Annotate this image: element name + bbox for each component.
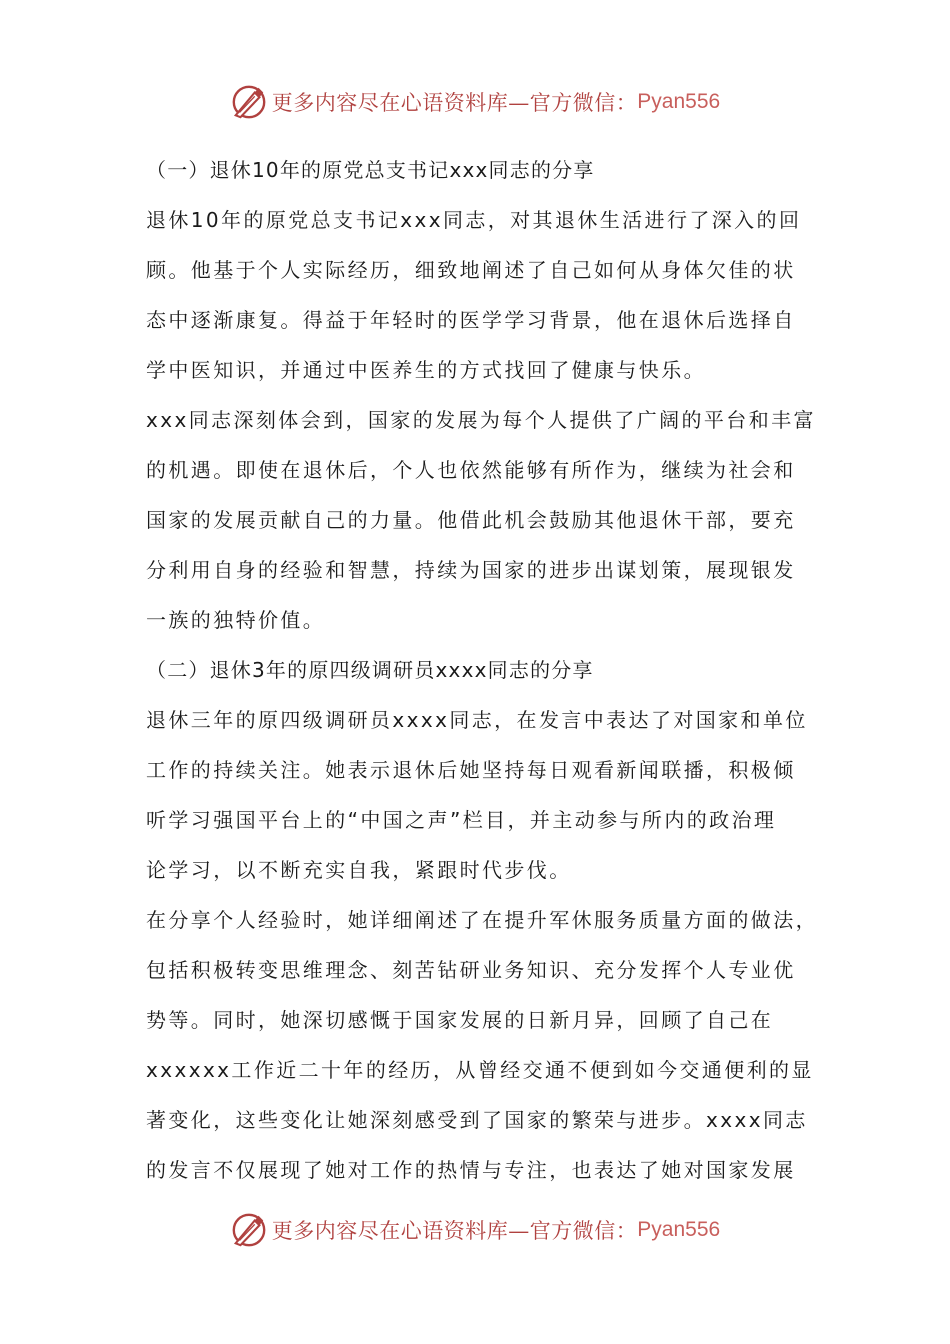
- paragraph-line: 工作的持续关注。她表示退休后她坚持每日观看新闻联播，积极倾: [146, 758, 796, 782]
- paragraph-line: 退休10年的原党总支书记xxx同志，对其退休生活进行了深入的回: [146, 208, 802, 232]
- section-heading-2: （二）退休3年的原四级调研员xxxx同志的分享: [146, 658, 594, 682]
- paragraph-line: xxxxxx工作近二十年的经历，从曾经交通不便到如今交通便利的显: [146, 1058, 814, 1082]
- paragraph-line: 的机遇。即使在退休后，个人也依然能够有所作为，继续为社会和: [146, 458, 796, 482]
- paragraph-line: 顾。他基于个人实际经历，细致地阐述了自己如何从身体欠佳的状: [146, 258, 796, 282]
- watermark-banner-top: [0, 80, 950, 124]
- paragraph-line: 分利用自身的经验和智慧，持续为国家的进步出谋划策，展现银发: [146, 558, 796, 582]
- paragraph-line: xxx同志深刻体会到，国家的发展为每个人提供了广阔的平台和丰富: [146, 408, 816, 432]
- watermark-wechat-id: Pyan556: [637, 90, 721, 113]
- watermark-banner-bottom: [0, 1208, 950, 1252]
- paragraph-line: 态中逐渐康复。得益于年轻时的医学学习背景，他在退休后选择自: [146, 308, 796, 332]
- paragraph-line: 包括积极转变思维理念、刻苦钻研业务知识、充分发挥个人专业优: [146, 958, 796, 982]
- paragraph-line: 国家的发展贡献自己的力量。他借此机会鼓励其他退休干部，要充: [146, 508, 796, 532]
- watermark-slogan: 更多内容尽在心语资料库—官方微信：: [271, 91, 638, 115]
- watermark-wechat-id: Pyan556: [637, 1218, 721, 1241]
- document-body: [146, 145, 816, 1195]
- section-heading-1: （一）退休10年的原党总支书记xxx同志的分享: [146, 158, 595, 182]
- paragraph-line: 论学习，以不断充实自我，紧跟时代步伐。: [146, 858, 572, 882]
- paragraph-line: 在分享个人经验时，她详细阐述了在提升军休服务质量方面的做法，: [146, 908, 818, 932]
- paragraph-line: 势等。同时，她深切感慨于国家发展的日新月异，回顾了自己在: [146, 1008, 774, 1032]
- paragraph-line: 听学习强国平台上的“中国之声”栏目，并主动参与所内的政治理: [146, 808, 777, 832]
- watermark-slogan: 更多内容尽在心语资料库—官方微信：: [271, 1219, 638, 1243]
- pen-nib-logo-icon: [230, 83, 268, 121]
- paragraph-line: 退休三年的原四级调研员xxxx同志，在发言中表达了对国家和单位: [146, 708, 808, 732]
- pen-nib-logo-icon: [230, 1211, 268, 1249]
- paragraph-line: 学中医知识，并通过中医养生的方式找回了健康与快乐。: [146, 358, 706, 382]
- paragraph-line: 的发言不仅展现了她对工作的热情与专注，也表达了她对国家发展: [146, 1158, 796, 1182]
- paragraph-line: 著变化，这些变化让她深刻感受到了国家的繁荣与进步。xxxx同志: [146, 1108, 808, 1132]
- paragraph-line: 一族的独特价值。: [146, 608, 326, 632]
